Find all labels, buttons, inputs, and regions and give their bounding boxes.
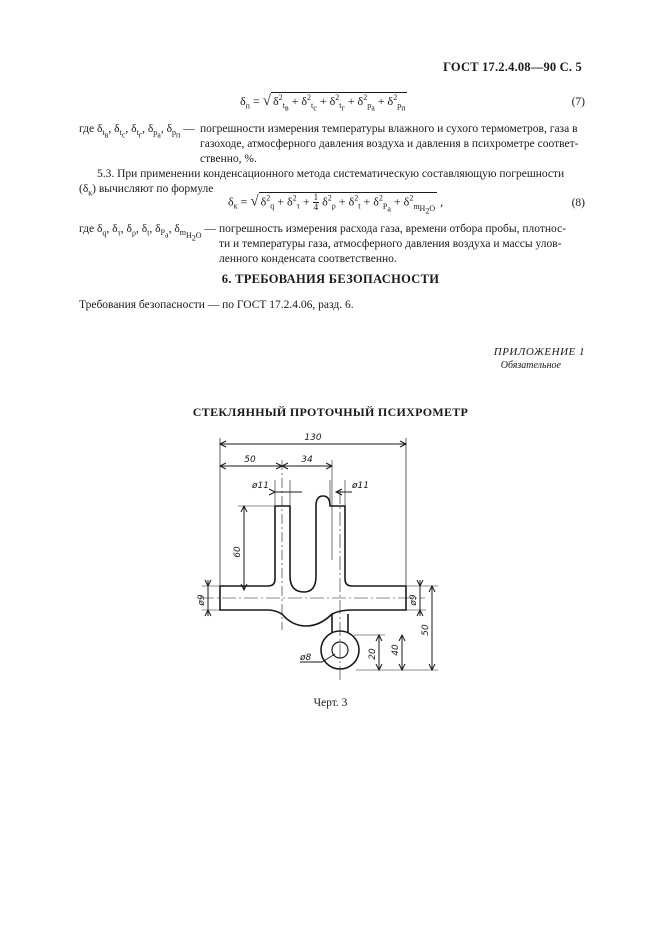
page-header: ГОСТ 17.2.4.08—90 С. 5 (443, 60, 582, 74)
dim-dia-8: ø8 (300, 653, 312, 663)
psychrometer-drawing (180, 430, 460, 690)
appendix-title: ПРИЛОЖЕНИЕ 1 (493, 346, 585, 358)
where-8-line2: ти и температуры газа, атмосферного давления воздуха и массы улов- (219, 238, 562, 250)
section-6-text: Требования безопасности — по ГОСТ 17.2.4.06, разд. 6. (79, 299, 354, 311)
where-8-line3: ленного конденсата соответственно. (219, 253, 397, 265)
dim-dia-11-right: ø11 (352, 481, 369, 491)
section-6-title: 6. ТРЕБОВАНИЯ БЕЗОПАСНОСТИ (221, 272, 440, 286)
dim-dia-11-left: ø11 (252, 481, 269, 491)
where-7-line3: ственно, %. (200, 153, 257, 165)
appendix-subtitle: Обязательное (500, 360, 561, 371)
dim-dia-9-right: ø9 (409, 594, 419, 606)
equation-8: $\delta_к$ = √ $\delta^2_q + \delta^2_\tau + \frac{1}{4} \delta^2_\rho + \delta^2_t + \delta^2_{P_a} + \delta^2_{m_{H_2O}}$ , (228, 192, 444, 216)
section-5-3-line1: 5.3. При применении конденсационного метода систематическую составляющую погрешности (97, 168, 565, 180)
equation-7-number: (7) (571, 96, 585, 108)
drawing-caption: Черт. 3 (313, 697, 348, 709)
dim-130: 130 (304, 433, 322, 443)
equation-7: $\delta_п$ = √ $\delta^2_{t_в} + \delta^2_{t_c} + \delta^2_{t_г} + \delta^2_{p_a} + \delta^2_{p_п}$ (240, 93, 406, 113)
where-7-line2: газоходе, атмосферного давления воздуха и давления в психрометре соответ- (200, 138, 579, 150)
section-5-3-line2: $(\delta_к)$ вычисляют по формуле (79, 183, 214, 198)
equation-8-number: (8) (571, 197, 585, 209)
body-outline (220, 496, 406, 626)
where-7-line1: погрешности измерения температуры влажного и сухого термометров, газа в (200, 123, 578, 135)
dim-34: 34 (301, 455, 313, 465)
dim-dia-9-left: ø9 (197, 594, 207, 606)
where-8-line1: погрешность измерения расхода газа, времени отбора пробы, плотнос- (219, 223, 567, 235)
dim-20: 20 (368, 648, 378, 660)
drawing-title: СТЕКЛЯННЫЙ ПРОТОЧНЫЙ ПСИХРОМЕТР (192, 405, 469, 419)
where-8-symbols: где $\delta_q$, $\delta_\tau$, $\delta_\rho$, $\delta_t$, $\delta_{P_a}$, $\delta_{m_{H_2O}}$ — (79, 223, 216, 243)
dim-50-top: 50 (244, 455, 256, 465)
dim-40: 40 (391, 644, 401, 656)
dim-50-right: 50 (421, 624, 431, 636)
dim-60: 60 (233, 546, 243, 558)
where-7-symbols: где $\delta_{t_в}$, $\delta_{t_c}$, $\delta_{t_г}$, $\delta_{p_a}$, $\delta_{p_п}$ — (79, 123, 195, 140)
